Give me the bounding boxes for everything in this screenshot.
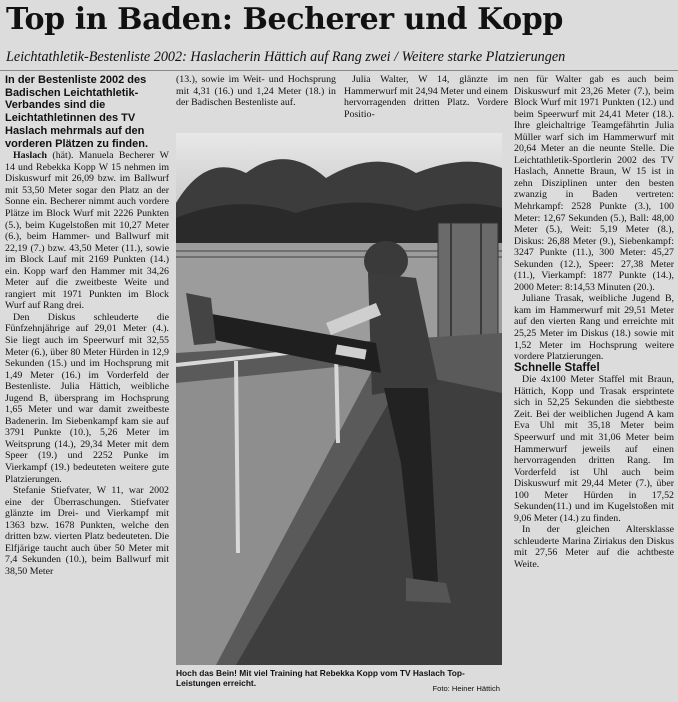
caption-text: Hoch das Bein! Mit viel Training hat Rebekka Kopp vom TV Haslach Top-Leistungen erreicht.	[176, 668, 465, 688]
body-paragraph: nen für Walter gab es auch beim Diskuswurf mit 23,26 Meter (7.), beim Block Wurf mit 1971 Punkten (12.) und beim Speerwurf mit 24,41 Meter (18.). Ihre gleichaltrige Teamgefährtin Julia Müller warf sich im Hammerwurf mit 20,64 Meter an die neunte Stelle. Die Leichtathletik-Sportlerin 2002 des TV Haslach, Annette Braun, W 15 ist in zehn Disziplinen unter den besten zwanzig in Baden vertreten: Mehrkampf: 2528 Punkte (3.), 100 Meter: 12,67 Sekunden (5.), Ball: 48,00 Meter (5.), Weit: 5,19 Meter (8.), Diskus: 26,88 Meter (9.), Siebenkampf: 3247 Punkte (11.), 300 Meter: 45,27 Sekunden (12.), Speer: 27,38 Meter (11.), Vierkampf: 1877 Punkte (14.), 2000 Meter: 8:14,53 Minuten (20.).	[514, 74, 674, 293]
photo-caption	[176, 668, 506, 698]
athlete-photo	[176, 133, 502, 665]
dateline: Haslach	[13, 150, 48, 162]
lead-paragraph: In der Bestenliste 2002 des Badischen Leichtathletik-Verbandes sind die Leichtathletinnen des TV Haslach mehrmals auf den vorderen Plätzen zu finden.	[5, 74, 149, 150]
subheadline: Leichtathletik-Bestenliste 2002: Haslacherin Hättich auf Rang zwei / Weitere starke Platzierungen	[6, 49, 566, 65]
body-paragraph: Den Diskus schleuderte die Fünfzehnjährige auf 29,01 Meter (4.). Sie liegt auch im Speerwurf mit 32,55 Meter (6.), über 80 Meter Hürden in 12,9 Sekunden (15.) und im Hochsprung mit 1,49 Meter (16.) im Vorderfeld der Bestenliste. Julia Hättich, weibliche Jugend B, übersprang im Hochsprung 1,65 Meter und war damit zweitbeste Badenerin. Im Siebenkampf kam sie auf 3791 Punkte (10.), 5,26 Meter im Weitsprung (14.), 29,34 Meter mit dem Speer (19.) und 2252 Punke im Vierkampf (19.) bedeuteten weitere gute Platzierungen.	[5, 311, 169, 485]
photo-illustration	[176, 133, 502, 665]
photo-credit: Foto: Heiner Hättich	[432, 684, 500, 693]
body-text: (hät). Manuela Becherer W 14 und Rebekka Kopp W 15 nehmen im Diskuswurf mit 26,09 bzw. im Ballwurf mit 53,50 Meter sogar den Platz an der Sonne ein. Becherer nimmt auch vordere Plätze im Block Wurf mit 2226 Punkten (5.), beim Kugelstoßen mit 10,27 Meter (6.), beim Hammer- und Ballwurf mit 22,19 (7.) bzw. 43,50 Meter (11.), sowie im Block Lauf mit 2169 Punkten (14.) ein. Kopp warf den Hammer mit 34,26 Meter auf die zweitbeste Weite und rangiert mit 1971 Punkten im Block Wurf auf Rang drei.	[5, 150, 169, 312]
body-paragraph: (13.), sowie im Weit- und Hochsprung mit 4,31 (16.) und 1,24 Meter (18.) in der Badischen Bestenliste auf.	[176, 74, 336, 109]
body-paragraph: Die 4x100 Meter Staffel mit Braun, Hättich, Kopp und Trasak ersprintete sich in 52,25 Sekunden die siebtbeste Zeit. Bei der weiblichen Jugend A kam Eva Uhl mit 35,18 Meter beim Speerwurf und mit 31,06 Meter beim Hammerwurf jeweils auf einen hervorragenden dritten Rang. Im Vorderfeld ist Uhl auch beim Diskuswurf mit 29,44 Meter (7.), über 100 Meter Hürden in 17,52 Sekunden(11.) und im Kugelstoßen mit 9,06 Meter (14.) zu finden.	[514, 374, 674, 524]
body-paragraph: Stefanie Stiefvater, W 11, war 2002 eine der Überraschungen. Stiefvater glänzte im Drei- und Vierkampf mit 1363 bzw. 1678 Punkten, welche den dritten bzw. vierten Platz bedeuteten. Die Elfjärige taucht auch über 50 Meter mit 7,4 Sekunden (10.), beim Ballwurf mit 38,50 Meter	[5, 485, 169, 577]
body-paragraph: Julia Walter, W 14, glänzte im Hammerwurf mit 24,94 Meter und einem hervorragenden dritten Platz. Vordere Positio-	[344, 74, 508, 120]
body-paragraph	[5, 150, 169, 312]
article-column-1	[5, 74, 169, 699]
article-column-3	[344, 74, 508, 124]
article-column-2	[176, 74, 336, 124]
body-paragraph: In der gleichen Altersklasse schleuderte Marina Ziriakus den Diskus mit 27,56 Meter auf die achtbeste Weite.	[514, 524, 674, 570]
body-paragraph: Juliane Trasak, weibliche Jugend B, kam im Hammerwurf mit 29,51 Meter auf den vierten Rang und erreichte mit 25,25 Meter im Diskus (18.) sowie mit 1,52 Meter im Hochsprung weitere vordere Platzierungen.	[514, 293, 674, 363]
headline: Top in Baden: Becherer und Kopp	[6, 2, 563, 37]
article-column-4	[514, 74, 674, 699]
divider	[0, 70, 678, 71]
section-subhead: Schnelle Staffel	[514, 361, 600, 374]
